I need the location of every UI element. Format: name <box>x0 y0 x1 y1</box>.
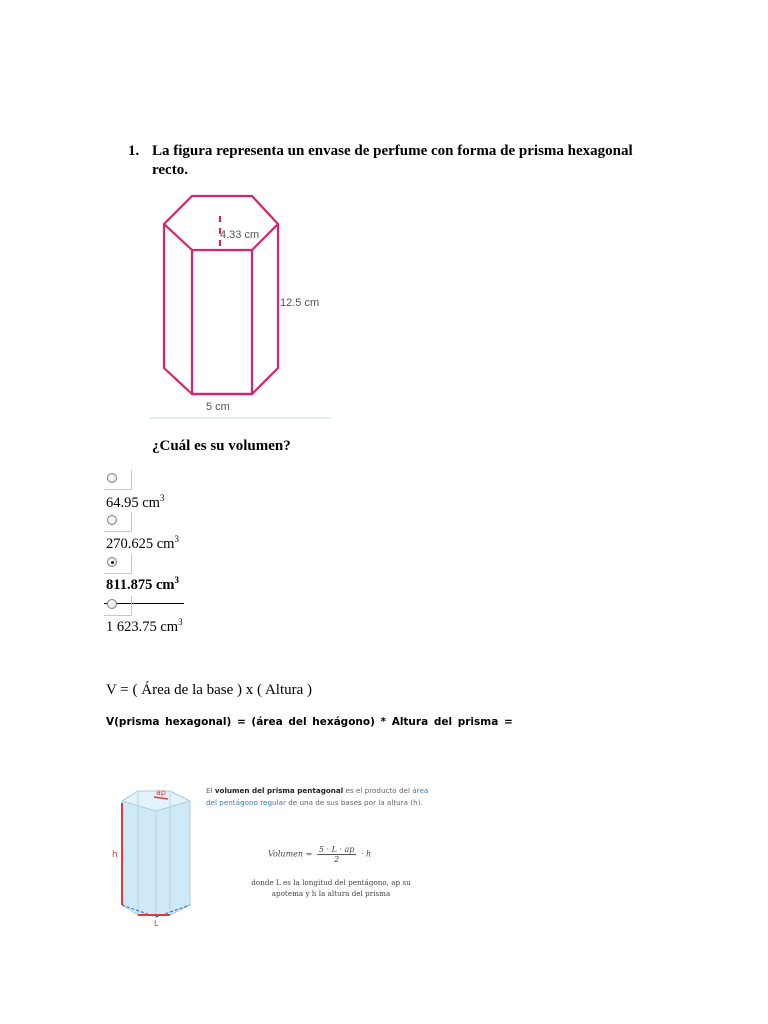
L-label: L <box>154 919 159 927</box>
front-left-edge <box>164 224 192 250</box>
option-1-value: 64.95 cm <box>106 495 160 511</box>
height-label: 12.5 cm <box>280 297 320 309</box>
h-label: h <box>112 850 118 860</box>
hexagonal-volume-formula: V(prisma hexagonal) = (área del hexágono) * Altura del prisma = <box>106 716 513 728</box>
option-1-text <box>106 495 164 512</box>
reference-note: donde L es la longitud del pentágono, ap su apotema y h la altura del prisma <box>251 878 411 898</box>
option-4-radio[interactable] <box>104 596 132 616</box>
option-3-radio[interactable] <box>104 554 132 574</box>
radio-circle-icon <box>107 599 117 609</box>
side-label: 5 cm <box>206 401 230 413</box>
question-number: 1. <box>128 143 140 159</box>
radio-dot <box>111 561 114 564</box>
ref-text-mid: es el producto del <box>343 786 413 795</box>
option-3-exp: 3 <box>174 575 179 586</box>
prism-outline <box>164 196 278 394</box>
option-4-text <box>106 619 183 636</box>
ref-text-link[interactable]: área del pentágono regular <box>206 786 429 807</box>
radio-checked-icon <box>107 557 117 567</box>
volume-equation <box>268 845 371 864</box>
pentagonal-prism-figure <box>108 779 208 927</box>
question-text: La figura representa un envase de perfume con forma de prisma hexagonal recto. <box>152 143 633 178</box>
volume-formula: V = ( Área de la base ) x ( Altura ) <box>106 682 313 698</box>
apothem-label: 4.33 cm <box>220 229 260 241</box>
ap-label: ap <box>156 788 166 797</box>
equation-denominator: 2 <box>334 855 340 864</box>
equation-lhs: Volumen = <box>268 849 313 859</box>
reference-image <box>108 779 436 927</box>
equation-numerator: 5 · L · ap <box>318 845 355 854</box>
option-1-radio[interactable] <box>104 470 132 490</box>
option-2-exp: 3 <box>174 534 179 545</box>
question-title <box>128 142 668 180</box>
ref-text-bold: volumen del prisma pentagonal <box>214 786 344 795</box>
radio-circle-icon <box>107 515 117 525</box>
front-face <box>192 250 252 394</box>
option-1-exp: 3 <box>159 493 165 504</box>
ref-text-pre: El <box>206 786 215 795</box>
reference-description <box>206 785 432 809</box>
option-2-value: 270.625 cm <box>106 536 175 552</box>
question-prompt: ¿Cuál es su volumen? <box>152 438 291 454</box>
hexagonal-prism-figure <box>146 192 336 422</box>
option-4-value: 1 623.75 cm <box>106 619 179 635</box>
equation-rhs: · h <box>360 849 372 859</box>
option-3-value: 811.875 cm <box>106 577 175 593</box>
option-3-text <box>106 577 179 594</box>
equation-fraction <box>317 845 357 864</box>
ref-text-post: de una de sus bases por la altura (h). <box>285 798 423 807</box>
radio-circle-icon <box>107 473 117 483</box>
option-2-text <box>106 536 179 553</box>
option-2-radio[interactable] <box>104 512 132 532</box>
option-4-exp: 3 <box>178 617 183 628</box>
